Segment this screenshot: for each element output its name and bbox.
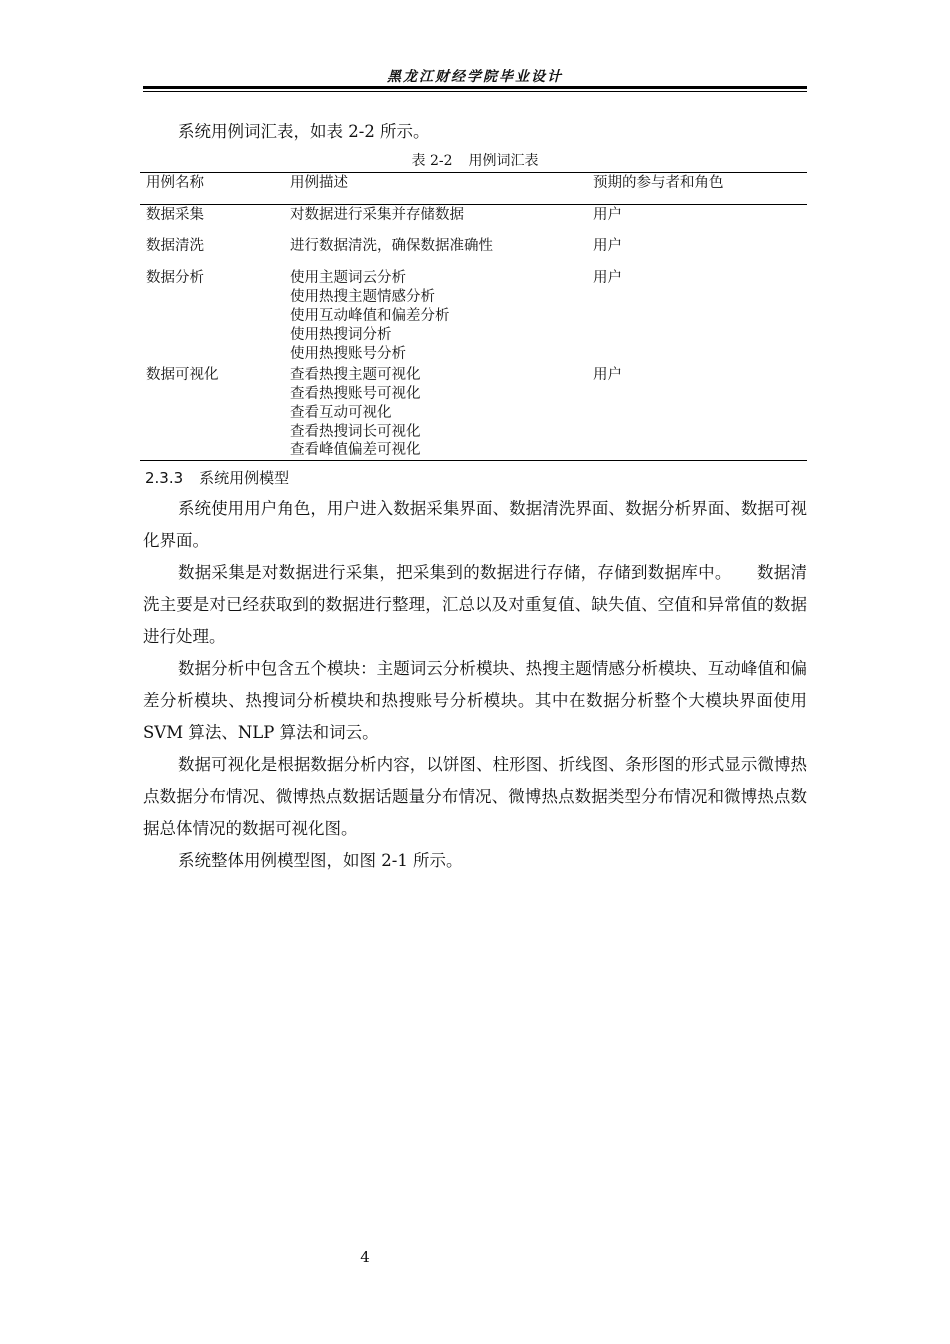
- body-paragraph: 数据分析中包含五个模块：主题词云分析模块、热搜主题情感分析模块、互动峰值和偏差分析模块、热搜词分析模块和热搜账号分析模块。其中在数据分析整个大模块界面使用 SVM 算法、NLP 算法和词云。: [143, 659, 807, 742]
- row-name: 数据分析: [146, 270, 204, 286]
- row-actor: 用户: [593, 207, 622, 223]
- row-description: 使用主题词云分析: [290, 270, 406, 286]
- body-paragraph: 系统使用用户角色，用户进入数据采集界面、数据清洗界面、数据分析界面、数据可视化界面。: [143, 499, 807, 550]
- table-header-rule: [140, 204, 807, 205]
- header-title: 黑龙江财经学院毕业设计: [387, 69, 563, 85]
- section-title: 系统用例模型: [199, 469, 290, 487]
- row-description: 查看热搜主题可视化: [290, 367, 421, 383]
- body-paragraph: 数据采集是对数据进行采集，把采集到的数据进行存储，存储到数据库中。 数据清洗主要是对已经获取到的数据进行整理，汇总以及对重复值、缺失值、空值和异常值的数据进行处理。: [143, 563, 807, 646]
- column-header-description: 用例描述: [290, 175, 348, 191]
- body-paragraph: 数据可视化是根据数据分析内容，以饼图、柱形图、折线图、条形图的形式显示微博热点数据分布情况、微博热点数据话题量分布情况、微博热点数据类型分布情况和微博热点数据总体情况的数据可视化图。: [143, 755, 807, 838]
- row-actor: 用户: [593, 270, 622, 286]
- body-paragraph: 系统整体用例模型图，如图 2-1 所示。: [178, 851, 463, 870]
- row-description: 查看互动可视化: [290, 405, 392, 421]
- row-name: 数据可视化: [146, 367, 219, 383]
- row-actor: 用户: [593, 238, 622, 254]
- row-description: 使用热搜账号分析: [290, 346, 406, 362]
- row-description: 查看热搜账号可视化: [290, 386, 421, 402]
- table-caption: [143, 150, 807, 170]
- row-description: 查看峰值偏差可视化: [290, 442, 421, 458]
- header-rule-thick: [143, 86, 807, 89]
- intro-paragraph: 系统用例词汇表，如表 2-2 所示。: [178, 122, 430, 141]
- section-heading: [145, 467, 289, 488]
- section-number: 2.3.3: [145, 469, 184, 487]
- header-rule-thin: [143, 91, 807, 92]
- row-description: 进行数据清洗，确保数据准确性: [290, 238, 493, 254]
- column-header-actor: 预期的参与者和角色: [593, 175, 724, 191]
- row-description: 查看热搜词长可视化: [290, 424, 421, 440]
- table-caption-number: 表 2-2: [411, 153, 453, 169]
- table-top-rule: [140, 172, 807, 173]
- row-actor: 用户: [593, 367, 622, 383]
- row-description: 使用热搜主题情感分析: [290, 289, 435, 305]
- page-number: 4: [360, 1248, 370, 1266]
- row-description: 使用互动峰值和偏差分析: [290, 308, 450, 324]
- row-name: 数据采集: [146, 207, 204, 223]
- row-name: 数据清洗: [146, 238, 204, 254]
- row-description: 使用热搜词分析: [290, 327, 392, 343]
- row-description: 对数据进行采集并存储数据: [290, 207, 464, 223]
- table-bottom-rule: [140, 460, 807, 461]
- column-header-name: 用例名称: [146, 175, 204, 191]
- table-caption-title: 用例词汇表: [468, 153, 539, 169]
